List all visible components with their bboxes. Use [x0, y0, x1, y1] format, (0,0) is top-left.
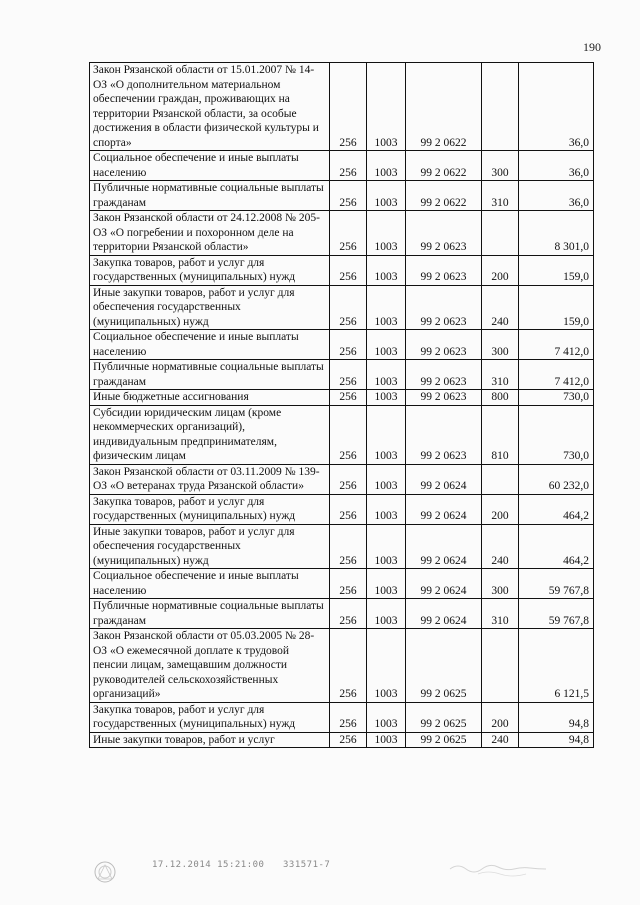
table-row [90, 330, 594, 360]
table-row [90, 524, 594, 569]
cell-sum: 8 301,0 [519, 211, 594, 256]
table-row [90, 464, 594, 494]
cell-razdel: 1003 [367, 211, 406, 256]
cell-sum: 94,8 [519, 732, 594, 748]
footer-document-id: 331571-7 [283, 860, 331, 870]
cell-sum: 464,2 [519, 494, 594, 524]
cell-csr: 99 2 0623 [406, 360, 482, 390]
cell-csr: 99 2 0625 [406, 629, 482, 703]
cell-csr: 99 2 0623 [406, 255, 482, 285]
cell-name: Иные бюджетные ассигнования [90, 390, 330, 406]
table-row [90, 181, 594, 211]
cell-sum: 464,2 [519, 524, 594, 569]
table-row [90, 255, 594, 285]
cell-name: Публичные нормативные социальные выплаты гражданам [90, 599, 330, 629]
cell-name: Социальное обеспечение и иные выплаты населению [90, 330, 330, 360]
cell-razdel: 1003 [367, 181, 406, 211]
cell-ved: 256 [330, 181, 367, 211]
cell-csr: 99 2 0622 [406, 181, 482, 211]
cell-ved: 256 [330, 405, 367, 464]
table-row [90, 390, 594, 406]
cell-ved: 256 [330, 211, 367, 256]
table-row [90, 360, 594, 390]
cell-vr: 240 [482, 524, 519, 569]
cell-csr: 99 2 0625 [406, 732, 482, 748]
cell-sum: 60 232,0 [519, 464, 594, 494]
cell-razdel: 1003 [367, 360, 406, 390]
table-row [90, 63, 594, 151]
cell-vr: 200 [482, 255, 519, 285]
cell-sum: 159,0 [519, 285, 594, 330]
cell-name: Субсидии юридическим лицам (кроме некоммерческих организаций), индивидуальным предпринимателям, физическим лицам [90, 405, 330, 464]
cell-razdel: 1003 [367, 151, 406, 181]
cell-csr: 99 2 0623 [406, 285, 482, 330]
cell-vr: 200 [482, 702, 519, 732]
cell-ved: 256 [330, 360, 367, 390]
cell-csr: 99 2 0623 [406, 211, 482, 256]
cell-ved: 256 [330, 732, 367, 748]
cell-csr: 99 2 0622 [406, 151, 482, 181]
table-row [90, 732, 594, 748]
footer-timestamp: 17.12.2014 15:21:00 [152, 860, 265, 870]
cell-sum: 730,0 [519, 390, 594, 406]
cell-name: Закон Рязанской области от 05.03.2005 № 28-ОЗ «О ежемесячной доплате к трудовой пенсии лицам, замещавшим должности руководителей сельскохозяйственных организаций» [90, 629, 330, 703]
cell-sum: 36,0 [519, 151, 594, 181]
cell-vr [482, 211, 519, 256]
cell-razdel: 1003 [367, 330, 406, 360]
table-row [90, 211, 594, 256]
cell-name: Публичные нормативные социальные выплаты гражданам [90, 360, 330, 390]
cell-vr: 310 [482, 599, 519, 629]
cell-name: Иные закупки товаров, работ и услуг для обеспечения государственных (муниципальных) нужд [90, 285, 330, 330]
cell-sum: 36,0 [519, 181, 594, 211]
cell-razdel: 1003 [367, 524, 406, 569]
cell-ved: 256 [330, 63, 367, 151]
cell-ved: 256 [330, 702, 367, 732]
cell-csr: 99 2 0624 [406, 599, 482, 629]
cell-sum: 59 767,8 [519, 569, 594, 599]
cell-ved: 256 [330, 494, 367, 524]
cell-vr: 300 [482, 569, 519, 599]
page-footer [0, 857, 640, 897]
cell-vr [482, 464, 519, 494]
cell-vr: 200 [482, 494, 519, 524]
cell-razdel: 1003 [367, 405, 406, 464]
cell-sum: 7 412,0 [519, 360, 594, 390]
cell-sum: 59 767,8 [519, 599, 594, 629]
cell-ved: 256 [330, 524, 367, 569]
cell-name: Закон Рязанской области от 03.11.2009 № 139-ОЗ «О ветеранах труда Рязанской области» [90, 464, 330, 494]
cell-vr: 310 [482, 181, 519, 211]
cell-razdel: 1003 [367, 599, 406, 629]
cell-vr: 810 [482, 405, 519, 464]
cell-razdel: 1003 [367, 63, 406, 151]
cell-csr: 99 2 0623 [406, 405, 482, 464]
cell-csr: 99 2 0623 [406, 330, 482, 360]
cell-ved: 256 [330, 255, 367, 285]
cell-razdel: 1003 [367, 390, 406, 406]
cell-sum: 7 412,0 [519, 330, 594, 360]
cell-sum: 94,8 [519, 702, 594, 732]
table-row [90, 702, 594, 732]
table-row [90, 569, 594, 599]
cell-vr [482, 629, 519, 703]
table-row [90, 285, 594, 330]
cell-sum: 6 121,5 [519, 629, 594, 703]
cell-razdel: 1003 [367, 732, 406, 748]
cell-ved: 256 [330, 330, 367, 360]
cell-vr: 240 [482, 732, 519, 748]
cell-name: Социальное обеспечение и иные выплаты населению [90, 569, 330, 599]
cell-ved: 256 [330, 285, 367, 330]
cell-razdel: 1003 [367, 464, 406, 494]
cell-name: Социальное обеспечение и иные выплаты населению [90, 151, 330, 181]
table-row [90, 151, 594, 181]
cell-ved: 256 [330, 629, 367, 703]
cell-name: Закупка товаров, работ и услуг для государственных (муниципальных) нужд [90, 494, 330, 524]
cell-razdel: 1003 [367, 285, 406, 330]
cell-ved: 256 [330, 569, 367, 599]
table-row [90, 405, 594, 464]
cell-name: Иные закупки товаров, работ и услуг для обеспечения государственных (муниципальных) нужд [90, 524, 330, 569]
cell-razdel: 1003 [367, 255, 406, 285]
cell-razdel: 1003 [367, 494, 406, 524]
cell-name: Публичные нормативные социальные выплаты гражданам [90, 181, 330, 211]
budget-table [89, 62, 594, 748]
cell-csr: 99 2 0624 [406, 464, 482, 494]
cell-sum: 36,0 [519, 63, 594, 151]
cell-name: Иные закупки товаров, работ и услуг [90, 732, 330, 748]
page-number: 190 [583, 40, 601, 54]
cell-ved: 256 [330, 390, 367, 406]
cell-vr: 240 [482, 285, 519, 330]
cell-name: Закупка товаров, работ и услуг для государственных (муниципальных) нужд [90, 702, 330, 732]
table-row [90, 629, 594, 703]
cell-csr: 99 2 0625 [406, 702, 482, 732]
cell-ved: 256 [330, 151, 367, 181]
cell-csr: 99 2 0624 [406, 569, 482, 599]
cell-name: Закон Рязанской области от 24.12.2008 № 205-ОЗ «О погребении и похоронном деле на территории Рязанской области» [90, 211, 330, 256]
cell-razdel: 1003 [367, 702, 406, 732]
cell-csr: 99 2 0624 [406, 494, 482, 524]
budget-table-body [90, 63, 594, 748]
cell-vr: 300 [482, 330, 519, 360]
cell-vr: 800 [482, 390, 519, 406]
cell-razdel: 1003 [367, 569, 406, 599]
cell-name: Закон Рязанской области от 15.01.2007 № 14-ОЗ «О дополнительном материальном обеспечении граждан, проживающих на территории Рязанской области, за особые достижения в области физической культуры и спорта» [90, 63, 330, 151]
cell-ved: 256 [330, 599, 367, 629]
cell-razdel: 1003 [367, 629, 406, 703]
cell-vr: 300 [482, 151, 519, 181]
seal-stamp-icon [92, 859, 118, 885]
table-row [90, 599, 594, 629]
cell-vr [482, 63, 519, 151]
cell-csr: 99 2 0622 [406, 63, 482, 151]
table-row [90, 494, 594, 524]
faded-signature-mark [448, 859, 558, 877]
cell-name: Закупка товаров, работ и услуг для государственных (муниципальных) нужд [90, 255, 330, 285]
cell-csr: 99 2 0623 [406, 390, 482, 406]
cell-csr: 99 2 0624 [406, 524, 482, 569]
cell-vr: 310 [482, 360, 519, 390]
cell-sum: 159,0 [519, 255, 594, 285]
cell-ved: 256 [330, 464, 367, 494]
cell-sum: 730,0 [519, 405, 594, 464]
